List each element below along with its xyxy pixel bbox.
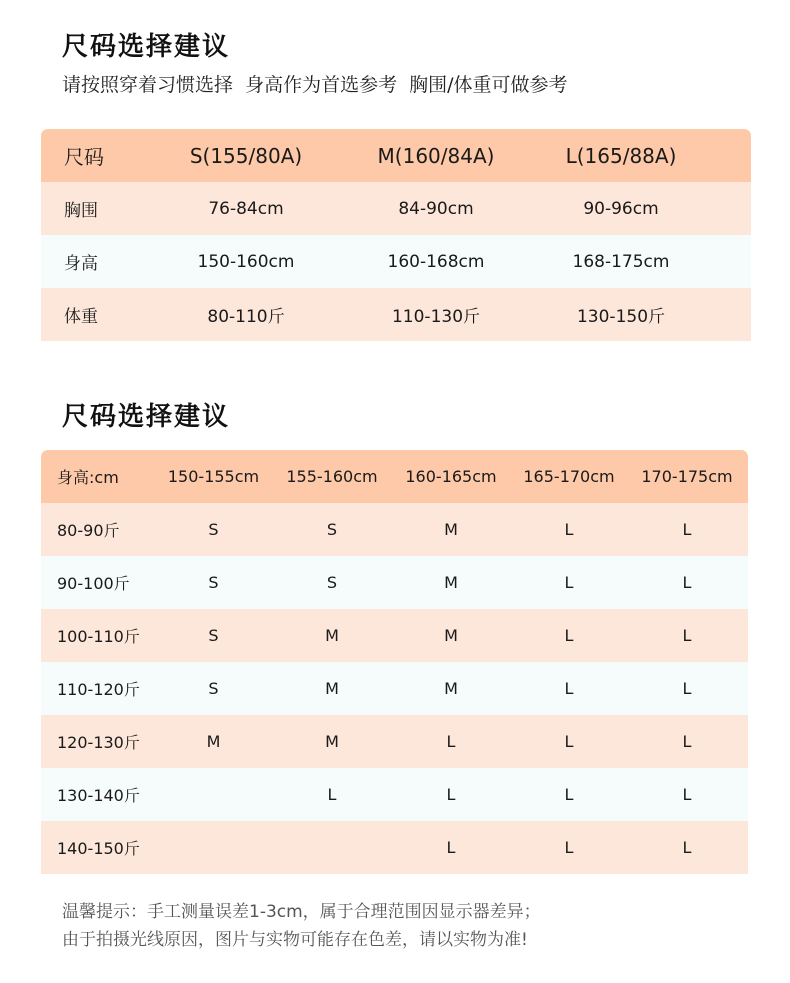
table-cell: M (325, 626, 339, 645)
row-label: 130-140斤 (57, 786, 140, 805)
header-cell: L(165/88A) (565, 143, 677, 168)
table-cell: L (564, 679, 574, 698)
table-cell: M (206, 732, 221, 751)
table-cell: L (682, 732, 692, 751)
warm-tips-note (62, 898, 541, 954)
table-cell: 110-130斤 (391, 307, 481, 327)
section-title: 尺码选择建议 (62, 32, 231, 62)
table-row (41, 556, 748, 609)
row-label: 胸围 (64, 201, 98, 221)
table-row (41, 609, 748, 662)
table-cell: M (444, 573, 458, 592)
table-cell: S (326, 573, 338, 592)
table-cell: M (444, 679, 458, 698)
table-cell: L (564, 838, 574, 857)
table-cell: S (208, 679, 219, 698)
size-chart-table (41, 129, 751, 341)
table-cell: 76-84cm (208, 198, 284, 219)
table-row (41, 503, 748, 556)
row-label: 80-90斤 (57, 521, 120, 540)
table-cell: L (682, 520, 692, 539)
table-cell: L (327, 785, 337, 804)
table-cell: M (325, 679, 339, 698)
table-cell: 80-110斤 (207, 307, 285, 327)
table-cell: L (564, 626, 574, 645)
row-label: 体重 (64, 307, 98, 327)
table-row (41, 821, 748, 874)
size-recommendation-table (41, 450, 748, 874)
header-cell: 160-165cm (405, 467, 497, 486)
table-cell: L (682, 785, 692, 804)
row-label: 110-120斤 (57, 680, 140, 699)
table-row (41, 182, 751, 235)
row-label: 身高 (64, 254, 98, 274)
table-cell: 168-175cm (572, 251, 670, 272)
table-cell: 130-150斤 (576, 307, 666, 327)
header-cell: 尺码 (64, 145, 104, 169)
header-cell: 身高:cm (57, 468, 119, 487)
table-cell: 90-96cm (583, 198, 659, 219)
note-line: 由于拍摄光线原因，图片与实物可能存在色差，请以实物为准! (62, 930, 528, 950)
table-cell: M (325, 732, 339, 751)
table-cell: M (444, 520, 458, 539)
table-cell: L (564, 785, 574, 804)
table-cell: S (208, 520, 219, 539)
note-line: 温馨提示：手工测量误差1-3cm，属于合理范围因显示器差异； (62, 902, 541, 922)
table-cell: 150-160cm (197, 251, 295, 272)
table-row (41, 288, 751, 341)
row-label: 140-150斤 (57, 839, 140, 858)
table-cell: L (682, 573, 692, 592)
table-row (41, 662, 748, 715)
table-cell: S (208, 626, 219, 645)
table-cell: L (564, 520, 574, 539)
table-cell: S (326, 520, 338, 539)
table-cell: L (446, 785, 456, 804)
section-subtitle: 请按照穿着习惯选择 身高作为首选参考 胸围/体重可做参考 (62, 74, 568, 96)
table-header-row (41, 450, 748, 503)
row-label: 90-100斤 (57, 574, 130, 593)
table-cell: 160-168cm (387, 251, 485, 272)
section-title: 尺码选择建议 (62, 402, 231, 432)
table-row (41, 235, 751, 288)
table-cell: M (444, 626, 458, 645)
header-cell: S(155/80A) (189, 143, 303, 168)
table-header-row (41, 129, 751, 182)
header-cell: 165-170cm (523, 467, 615, 486)
table-row (41, 768, 748, 821)
row-label: 100-110斤 (57, 627, 140, 646)
table-cell: L (564, 573, 574, 592)
table-row (41, 715, 748, 768)
header-cell: 170-175cm (641, 467, 733, 486)
table-cell: S (208, 573, 219, 592)
table-cell: L (682, 838, 692, 857)
table-cell: L (564, 732, 574, 751)
row-label: 120-130斤 (57, 733, 140, 752)
table-cell: 84-90cm (398, 198, 474, 219)
table-cell: L (682, 679, 692, 698)
table-cell: L (682, 626, 692, 645)
header-cell: 155-160cm (286, 467, 378, 486)
header-cell: M(160/84A) (377, 143, 495, 168)
table-cell: L (446, 732, 456, 751)
table-cell: L (446, 838, 456, 857)
header-cell: 150-155cm (167, 467, 260, 486)
